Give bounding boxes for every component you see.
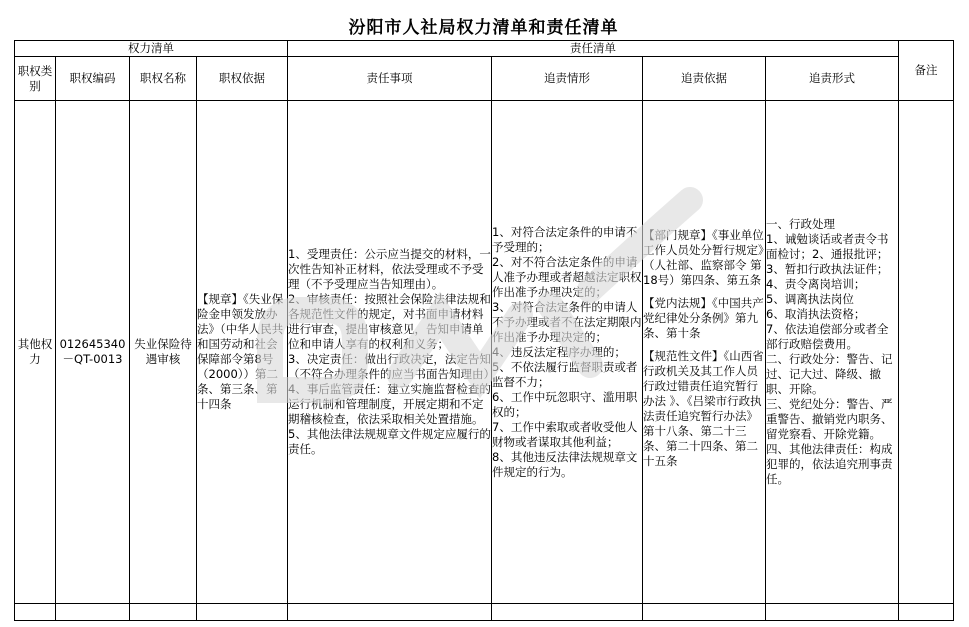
form-item: 3、暂扣行政执法证件；: [766, 262, 889, 276]
column-header-accountability-forms: 追责形式: [766, 57, 899, 101]
column-header-basis: 职权依据: [197, 57, 288, 101]
cell-accountability-forms: [766, 101, 899, 604]
case-item: 7、工作中索取或者收受他人财物或者谋取其他利益；: [492, 419, 638, 449]
form-item: 三、党纪处分：警告、严重警告、撤销党内职务、留党察看、开除党籍。: [766, 397, 893, 441]
duty-item: 4、事后监管责任：建立实施监督检查的运行机制和管理制度，开展定期和不定期稽核检查，依法采取相关处置措施。: [288, 382, 491, 426]
empty-cell: [643, 604, 766, 621]
basis-item: 【党内法规】《中国共产党纪律处分条例》第九条、第十条: [643, 295, 764, 340]
empty-cell: [899, 604, 954, 621]
form-item: 二、行政处分：警告、记过、记大过、降级、撤职、开除。: [766, 352, 893, 396]
column-header-duties: 责任事项: [288, 57, 492, 101]
column-header-remarks: 备注: [899, 41, 954, 101]
cell-basis: 【规章】《失业保险金申领发放办法》（中华人民共和国劳动和社会保障部令第8号（2000））第二条、第三条、第十四条: [197, 101, 288, 604]
form-item: 7、依法追偿部分或者全部行政赔偿费用。: [766, 322, 889, 351]
duty-item: 2、审核责任：按照社会保险法律法规和各规范性文件的规定，对书面申请材料进行审查，提出审核意见，告知申请单位和申请人享有的权利和义务；: [288, 292, 491, 351]
cell-category: 其他权力: [15, 101, 56, 604]
column-header-code: 职权编码: [56, 57, 130, 101]
document-sheet: [14, 14, 953, 610]
case-item: 5、不依法履行监督职责或者监督不力；: [492, 359, 638, 389]
case-item: 2、对不符合法定条件的申请人准予办理或者超越法定职权作出准予办理决定的；: [492, 254, 642, 299]
column-header-accountability-cases: 追责情形: [492, 57, 643, 101]
column-header-category: 职权类别: [15, 57, 56, 101]
form-item: 一、行政处理: [766, 217, 835, 231]
form-item: 1、诫勉谈话或者责令书面检讨；2、通报批评；: [766, 232, 889, 261]
case-item: 8、其他违反法律法规规章文件规定的行为。: [492, 449, 638, 479]
empty-cell: [56, 604, 130, 621]
group-header-power: 权力清单: [15, 41, 288, 57]
empty-cell: [492, 604, 643, 621]
cell-remarks: [899, 101, 954, 604]
form-item: 6、取消执法资格；: [766, 307, 866, 321]
empty-cell: [197, 604, 288, 621]
empty-cell: [130, 604, 197, 621]
column-header-accountability-basis: 追责依据: [643, 57, 766, 101]
group-header-responsibility: 责任清单: [288, 41, 899, 57]
case-item: 1、对符合法定条件的申请不予受理的；: [492, 224, 638, 254]
empty-cell: [288, 604, 492, 621]
case-item: 3、对符合法定条件的申请人不予办理或者不在法定期限内作出准予办理决定的；: [492, 299, 642, 344]
empty-cell: [15, 604, 56, 621]
duty-item: 3、决定责任：做出行政决定，法定告知（不符合办理条件的应当书面告知理由）: [288, 352, 495, 381]
duty-item: 1、受理责任：公示应当提交的材料，一次性告知补正材料，依法受理或不予受理（不予受理应当告知理由）。: [288, 247, 491, 291]
basis-item: 【规范性文件】《山西省行政机关及其工作人员行政过错责任追究暂行办法 》、《吕梁市行政执法责任追究暂行办法》第十八条、第二十三条、第二十四条、第二十五条: [643, 348, 764, 468]
case-item: 4、违反法定程序办理的；: [492, 344, 626, 359]
cell-accountability-basis: [643, 101, 766, 604]
cell-name: 失业保险待遇审核: [130, 101, 197, 604]
column-header-name: 职权名称: [130, 57, 197, 101]
table-row: [15, 101, 954, 604]
empty-cell: [766, 604, 899, 621]
case-item: 6、工作中玩忽职守、滥用职权的；: [492, 389, 638, 419]
form-item: 四、其他法律责任：构成犯罪的，依法追究刑事责任。: [766, 442, 893, 486]
empty-row: [15, 604, 954, 621]
duty-item: 5、其他法律法规规章文件规定应履行的责任。: [288, 427, 491, 456]
form-item: 4、责令离岗培训；: [766, 277, 866, 291]
cell-code: 012645340－QT-0013: [56, 101, 130, 604]
cell-accountability-cases: [492, 101, 643, 604]
cell-duties: [288, 101, 495, 604]
page-title: 汾阳市人社局权力清单和责任清单: [348, 18, 619, 38]
power-responsibility-table: [14, 40, 954, 621]
form-item: 5、调离执法岗位: [766, 292, 854, 306]
basis-item: 【部门规章】《事业单位工作人员处分暂行规定》（人社部、监察部令 第18号）第四条、第五条: [643, 227, 764, 287]
